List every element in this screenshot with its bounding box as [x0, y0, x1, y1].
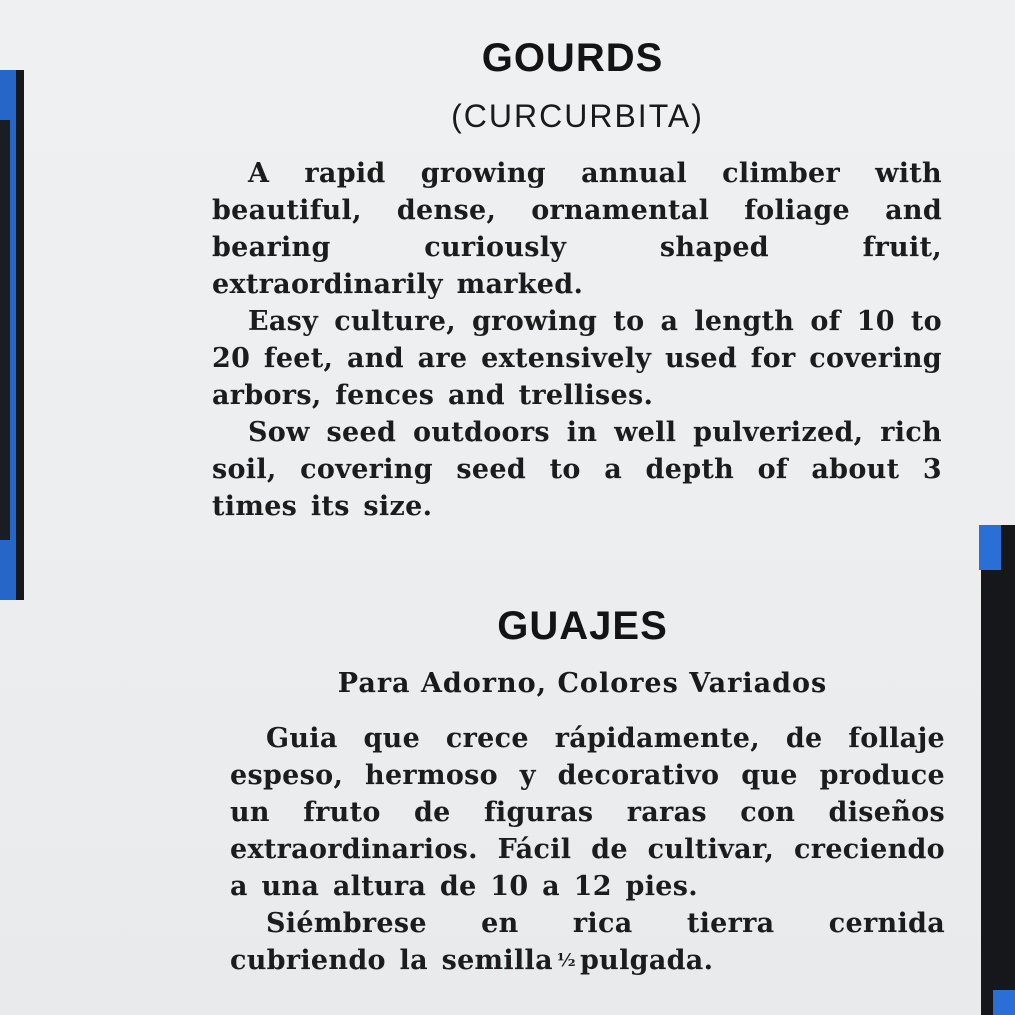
- spanish-paragraph-1: Guia que crece rápidamente, de follaje espeso, hermoso y decorativo que produce un fruto de figuras raras con diseños extraordinarios. Fácil de cultivar, creciendo a una altura de 10 a 12 pies.: [230, 723, 945, 902]
- english-paragraph-3: Sow seed outdoors in well pulverized, rich soil, covering seed to a depth of about 3 times its size.: [212, 417, 942, 522]
- right-decorative-strip: [981, 525, 1015, 1015]
- spanish-subtitle-wrap: [0, 668, 1015, 699]
- spanish-paragraph-2-end: pulgada.: [579, 945, 714, 976]
- spanish-title: GUAJES: [497, 604, 668, 648]
- left-dark-band: [0, 120, 10, 540]
- spanish-paragraph-2: [230, 905, 945, 982]
- english-paragraph-2: Easy culture, growing to a length of 10 to 20 feet, and are extensively used for covering arbors, fences and trellises.: [212, 306, 942, 411]
- english-title: GOURDS: [481, 36, 664, 80]
- english-subtitle: (CURCURBITA): [451, 98, 704, 134]
- spanish-header: [0, 604, 1015, 649]
- spanish-subtitle: Para Adorno, Colores Variados: [337, 668, 828, 699]
- spanish-paragraph-2-text: Siémbrese en rica tierra cernida cubriendo la semilla: [230, 908, 945, 976]
- fraction-half: ½: [556, 950, 576, 971]
- english-paragraph-1: A rapid growing annual climber with beautiful, dense, ornamental foliage and bearing curiously shaped fruit, extraordinarily marked.: [212, 158, 942, 300]
- english-subtitle-wrap: [0, 98, 1015, 135]
- english-description: [212, 155, 942, 525]
- right-blue-band-top: [979, 525, 1001, 570]
- spanish-description: [230, 720, 945, 982]
- right-blue-band-bottom: [993, 990, 1015, 1015]
- english-header: [0, 36, 1015, 81]
